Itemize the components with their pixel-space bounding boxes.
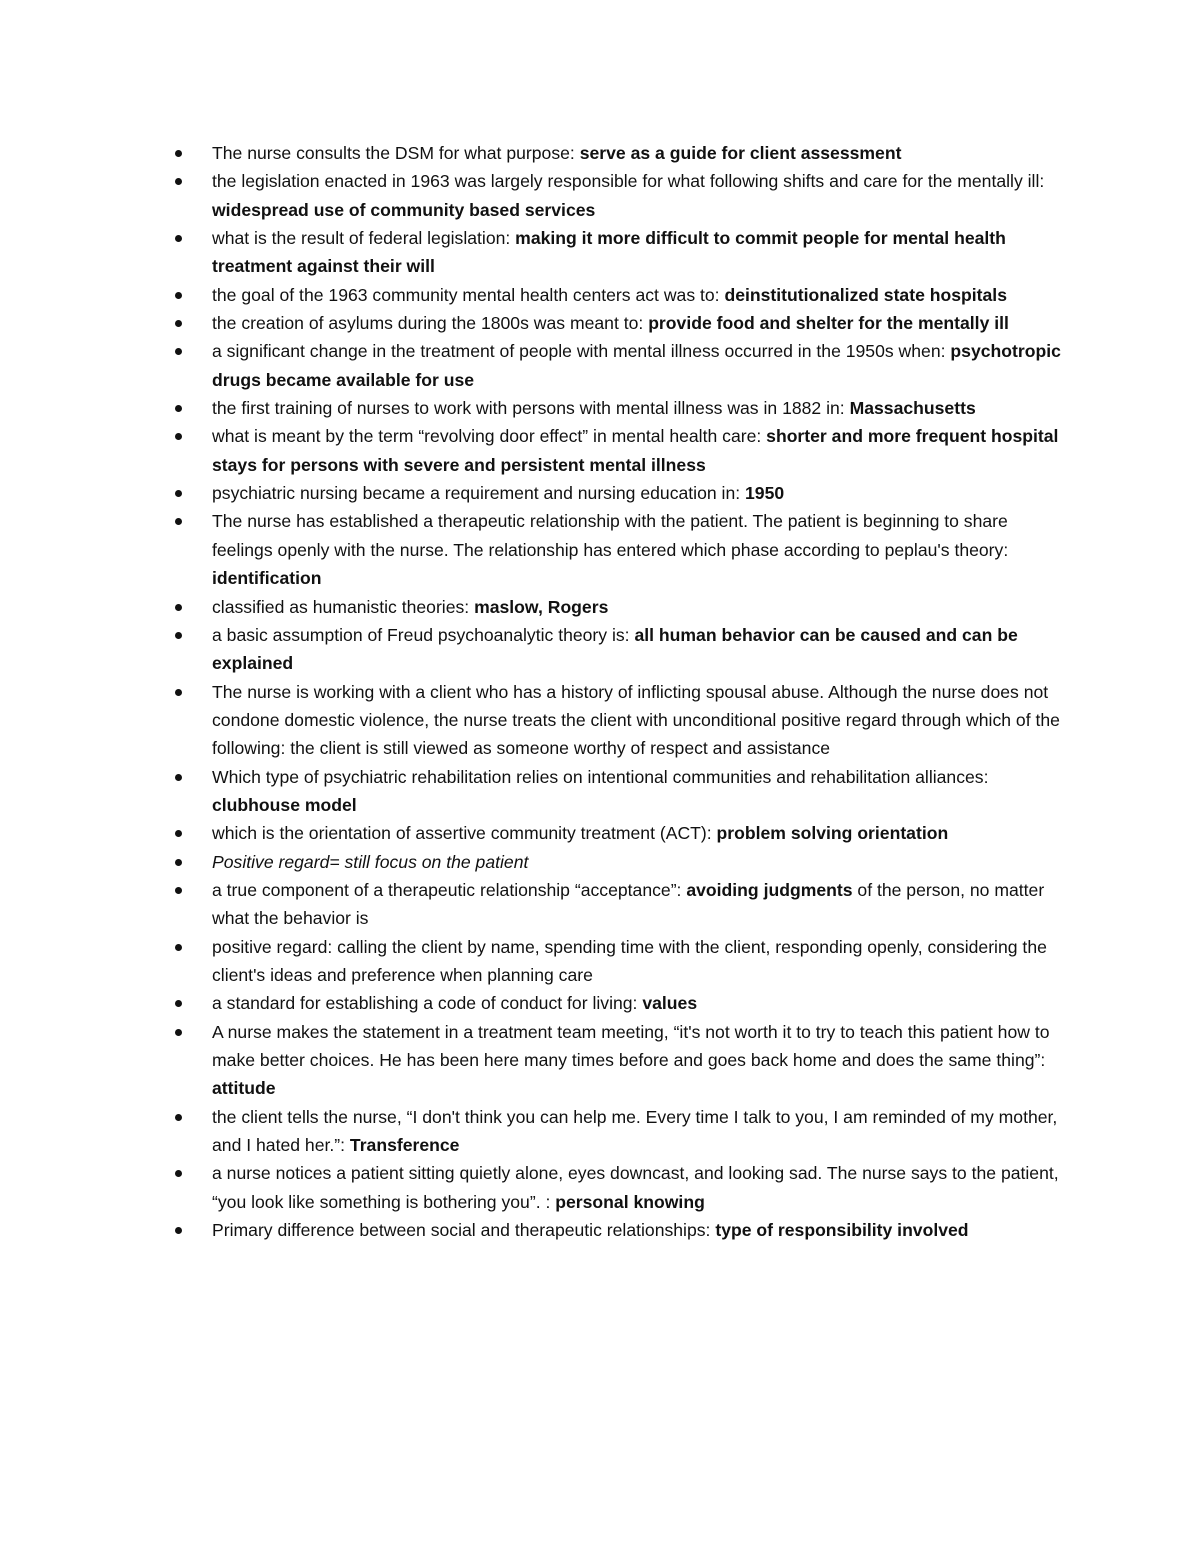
answer-text: all human behavior can be caused and can be explained	[212, 624, 1018, 674]
answer-text: type of responsibility involved	[715, 1220, 969, 1241]
question-text: the creation of asylums during the 1800s was meant to:	[212, 313, 649, 334]
question-text: positive regard: calling the client by name, spending time with the client, responding openly, considering the client's ideas and preference when planning care	[212, 936, 1047, 985]
bullet-icon	[175, 887, 182, 894]
question-text: the goal of the 1963 community mental health centers act was to:	[212, 284, 725, 305]
bullet-icon	[175, 944, 182, 951]
bullet-icon	[175, 830, 182, 837]
bullet-icon	[175, 1114, 182, 1121]
bullet-icon	[175, 1170, 182, 1177]
bullet-icon	[175, 1000, 182, 1007]
list-item	[172, 337, 1067, 394]
list-item	[172, 678, 1067, 763]
question-text: which is the orientation of assertive community treatment (ACT):	[212, 823, 717, 844]
answer-text: provide food and shelter for the mentally ill	[648, 313, 1009, 334]
answer-text: 1950	[745, 483, 785, 504]
bullet-icon	[175, 632, 182, 639]
answer-text: values	[642, 993, 698, 1014]
answer-text: making it more difficult to commit people for mental health treatment against their will	[212, 228, 1006, 277]
list-item	[172, 1103, 1067, 1160]
list-item	[172, 819, 1067, 847]
answer-text: personal knowing	[555, 1191, 705, 1212]
answer-text: widespread use of community based services	[212, 199, 596, 220]
list-item	[172, 848, 1067, 876]
bullet-icon	[175, 490, 182, 497]
question-text: a standard for establishing a code of conduct for living:	[212, 993, 643, 1014]
bullet-icon	[175, 689, 182, 696]
list-item	[172, 1159, 1067, 1216]
answer-text: clubhouse model	[212, 794, 357, 815]
answer-text: psychotropic drugs became available for use	[212, 341, 1061, 390]
list-item	[172, 593, 1067, 621]
list-item	[172, 1018, 1067, 1103]
list-item	[172, 139, 1067, 167]
bullet-icon	[175, 433, 182, 440]
bullet-icon	[175, 150, 182, 157]
question-text: a significant change in the treatment of people with mental illness occurred in the 1950s when:	[212, 341, 951, 362]
bullet-icon	[175, 1227, 182, 1234]
question-text: psychiatric nursing became a requirement and nursing education in:	[212, 483, 746, 504]
bullet-icon	[175, 518, 182, 525]
list-item	[172, 507, 1067, 592]
answer-text: problem solving orientation	[716, 823, 949, 844]
question-text: The nurse has established a therapeutic relationship with the patient. The patient is beginning to share feelings openly with the nurse. The relationship has entered which phase according to peplau's theory:	[212, 511, 1009, 560]
question-text: a basic assumption of Freud psychoanalytic theory is:	[212, 624, 635, 645]
list-item	[172, 763, 1067, 820]
list-item	[172, 281, 1067, 309]
bullet-icon	[175, 859, 182, 866]
list-item	[172, 309, 1067, 337]
trailing-text: of the person, no matter what the behavior is	[212, 879, 1045, 929]
bullet-icon	[175, 774, 182, 781]
list-item	[172, 224, 1067, 281]
answer-text: Transference	[349, 1135, 460, 1156]
question-text: what is meant by the term “revolving door effect” in mental health care:	[212, 426, 767, 447]
answer-text: identification	[212, 568, 322, 589]
list-item	[172, 933, 1067, 990]
list-item	[172, 1216, 1067, 1244]
question-text: A nurse makes the statement in a treatment team meeting, “it's not worth it to try to teach this patient how to make better choices. He has been here many times before and goes back home and does the same thing”:	[212, 1021, 1050, 1070]
bullet-icon	[175, 1029, 182, 1036]
list-item	[172, 479, 1067, 507]
list-item	[172, 621, 1067, 678]
answer-text: Massachusetts	[849, 398, 976, 419]
question-text: a nurse notices a patient sitting quietly alone, eyes downcast, and looking sad. The nurse says to the patient, “you look like something is bothering you”. :	[212, 1163, 1059, 1212]
answer-text: serve as a guide for client assessment	[579, 143, 902, 163]
bullet-icon	[175, 405, 182, 412]
question-text: the client tells the nurse, “I don't think you can help me. Every time I talk to you, I am reminded of my mother, and I hated her.”:	[212, 1106, 1058, 1156]
question-text: Primary difference between social and therapeutic relationships:	[212, 1220, 716, 1241]
question-text: The nurse is working with a client who has a history of inflicting spousal abuse. Although the nurse does not condone domestic violence, the nurse treats the client with unconditional positive regard through which of the following: the client is still viewed as someone worthy of respect and assistance	[212, 681, 1060, 759]
list-item	[172, 422, 1067, 479]
list-item	[172, 876, 1067, 933]
bullet-icon	[175, 320, 182, 327]
answer-text: shorter and more frequent hospital stays for persons with severe and persistent mental illness	[212, 426, 1059, 475]
question-text: Which type of psychiatric rehabilitation relies on intentional communities and rehabilitation alliances:	[212, 766, 989, 787]
question-text: the legislation enacted in 1963 was largely responsible for what following shifts and care for the mentally ill:	[212, 171, 1045, 192]
list-item	[172, 394, 1067, 422]
bullet-icon	[175, 292, 182, 299]
answer-text: avoiding judgments	[686, 879, 853, 900]
question-text: classified as humanistic theories:	[212, 596, 475, 617]
question-text: a true component of a therapeutic relationship “acceptance”:	[212, 879, 687, 900]
list-item	[172, 989, 1067, 1017]
question-text: the first training of nurses to work with persons with mental illness was in 1882 in:	[212, 398, 850, 419]
study-notes-list	[172, 139, 1067, 1244]
question-text: Positive regard= still focus on the patient	[212, 851, 529, 872]
bullet-icon	[175, 178, 182, 185]
list-item	[172, 167, 1067, 224]
answer-text: deinstitutionalized state hospitals	[724, 284, 1007, 305]
bullet-icon	[175, 348, 182, 355]
bullet-icon	[175, 604, 182, 611]
question-text: what is the result of federal legislation:	[212, 228, 516, 249]
answer-text: attitude	[212, 1078, 276, 1099]
answer-text: maslow, Rogers	[474, 596, 609, 617]
bullet-icon	[175, 235, 182, 242]
question-text: The nurse consults the DSM for what purpose:	[212, 143, 580, 163]
